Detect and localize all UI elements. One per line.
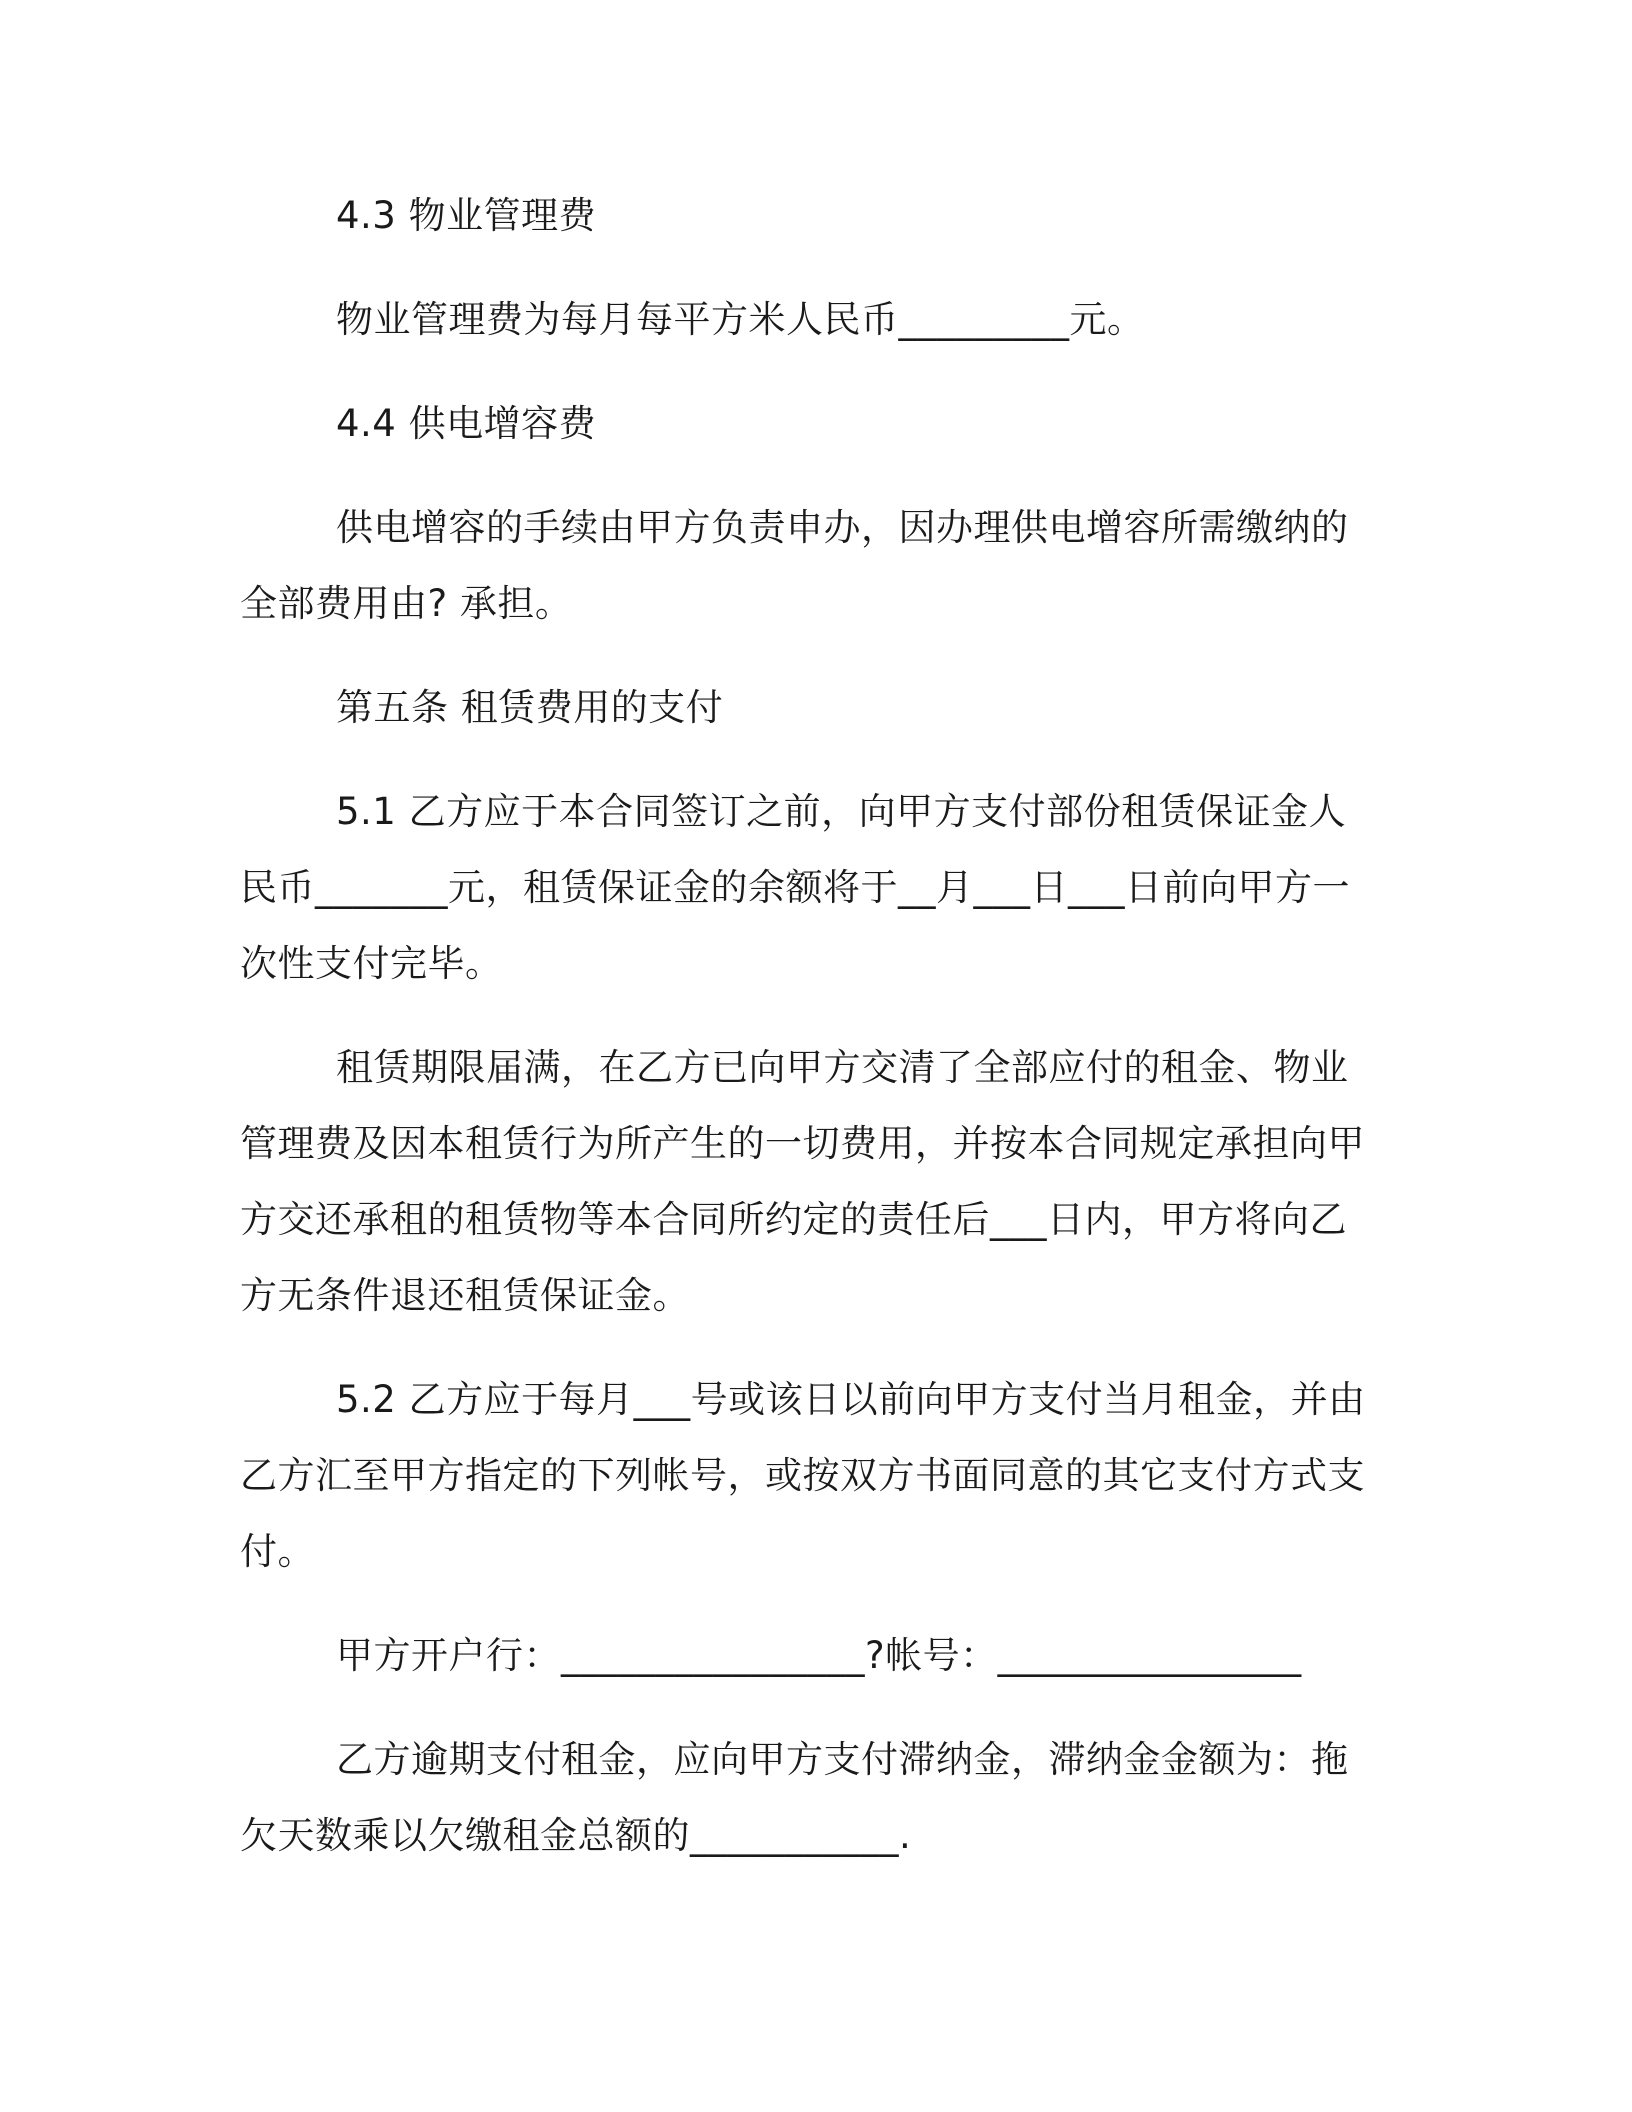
document-body xyxy=(240,178,1378,1902)
paragraph-bank-account: 甲方开户行：________________?帐号：________________ xyxy=(336,1634,1302,1677)
article-heading-5: 第五条 租赁费用的支付 xyxy=(336,686,724,729)
paragraph-power-capacity: 供电增容的手续由甲方负责申办，因办理供电增容所需缴纳的全部费用由? 承担。 xyxy=(240,506,1349,625)
paragraph-late-fee: 乙方逾期支付租金，应向甲方支付滞纳金，滞纳金金额为：拖欠天数乘以欠缴租金总额的___________. xyxy=(240,1738,1349,1857)
paragraph-deposit-refund: 租赁期限届满，在乙方已向甲方交清了全部应付的租金、物业管理费及因本租赁行为所产生的一切费用，并按本合同规定承担向甲方交还承租的租赁物等本合同所约定的责任后___日内，甲方将向乙方无条件退还租赁保证金。 xyxy=(240,1046,1365,1317)
paragraph-5-2-rent-payment: 5.2 乙方应于每月___号或该日以前向甲方支付当月租金，并由乙方汇至甲方指定的下列帐号，或按双方书面同意的其它支付方式支付。 xyxy=(240,1378,1366,1573)
section-heading-4-3: 4.3 物业管理费 xyxy=(336,194,597,237)
section-heading-4-4: 4.4 供电增容费 xyxy=(336,402,597,445)
paragraph-property-fee: 物业管理费为每月每平方米人民币_________元。 xyxy=(336,298,1145,341)
paragraph-5-1-deposit: 5.1 乙方应于本合同签订之前，向甲方支付部份租赁保证金人民币_______元，租赁保证金的余额将于__月___日___日前向甲方一次性支付完毕。 xyxy=(240,790,1350,985)
